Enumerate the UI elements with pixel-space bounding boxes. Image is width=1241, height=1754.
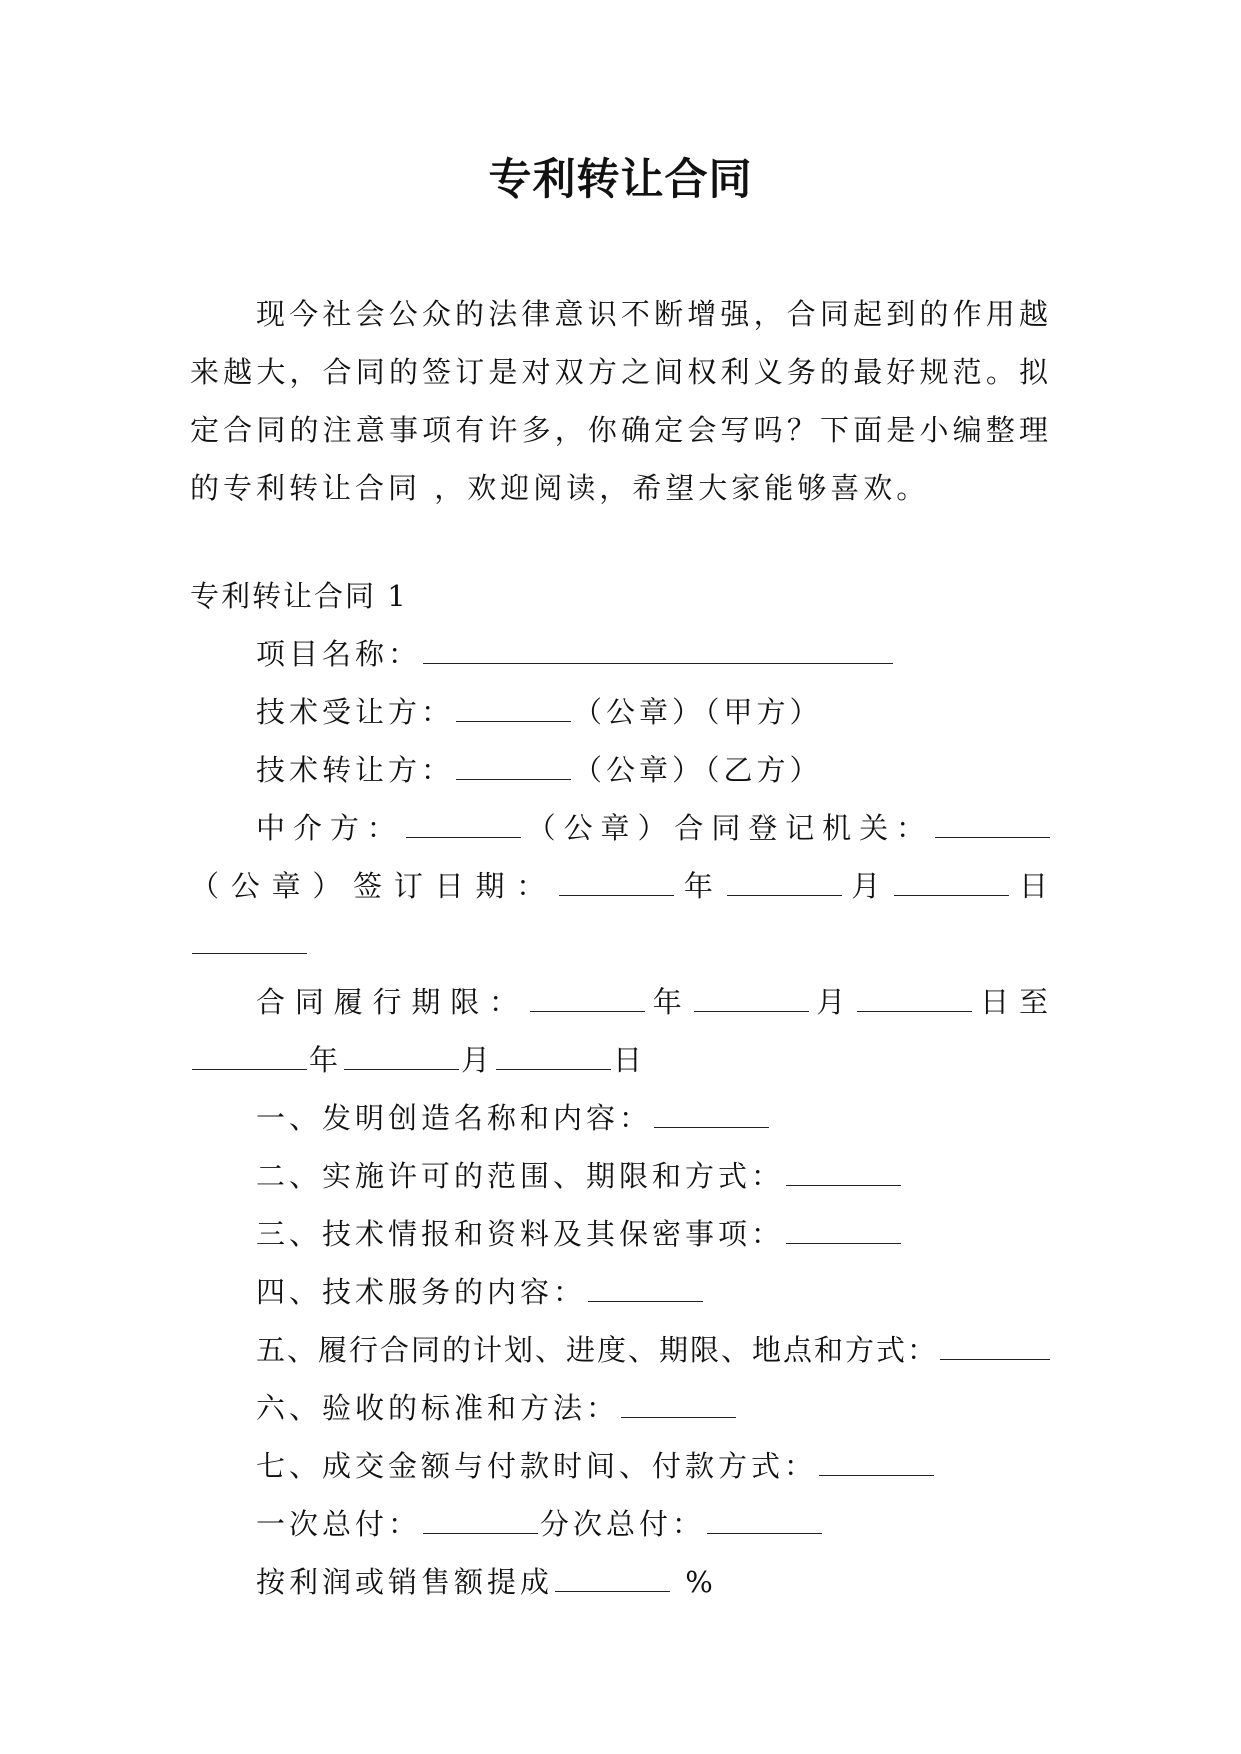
clause-2-label: 二、实施许可的范围、期限和方式： <box>256 1159 785 1193</box>
clause-6-blank <box>621 1389 736 1418</box>
document-body <box>190 285 1052 1611</box>
intermediary-paragraph <box>190 799 1052 973</box>
project-name-blank <box>423 635 893 664</box>
term-paragraph <box>190 973 1052 1089</box>
percent-sign: % <box>685 1565 717 1599</box>
transferee-suffix: （公章）（甲方） <box>573 695 823 729</box>
sign-year-blank <box>559 867 674 896</box>
clause-6-label: 六、验收的标准和方法： <box>256 1391 620 1425</box>
sign-day-blank <box>894 867 1009 896</box>
clause-5-label: 五、履行合同的计划、进度、期限、地点和方式： <box>256 1333 939 1367</box>
intro-paragraph: 现今社会公众的法律意识不断增强，合同起到的作用越来越大，合同的签订是对双方之间权利义务的最好规范。拟定合同的注意事项有许多，你确定会写吗？下面是小编整理的专利转让合同 ，欢迎阅读，希望大家能够喜欢。 <box>190 297 1052 505</box>
term-end-month-blank <box>344 1041 459 1070</box>
registrar-suffix: （公章）签订日期： <box>190 869 558 903</box>
clause-1-blank <box>654 1099 769 1128</box>
transferor-blank <box>456 751 571 780</box>
clause-4 <box>190 1263 1052 1321</box>
clause-1 <box>190 1089 1052 1147</box>
clause-4-label: 四、技术服务的内容： <box>256 1275 587 1309</box>
term-end-day-blank <box>496 1041 611 1070</box>
lump-sum-label: 一次总付： <box>256 1507 422 1541</box>
registrar-blank <box>935 809 1050 838</box>
sign-trailing-blank <box>192 925 307 954</box>
transferee-line <box>190 683 1052 741</box>
clause-7 <box>190 1437 1052 1495</box>
clause-2 <box>190 1147 1052 1205</box>
section-heading: 专利转让合同 1 <box>190 579 408 613</box>
intermediary-blank <box>406 809 521 838</box>
sign-year-label: 年 <box>676 869 725 903</box>
clause-3-label: 三、技术情报和资料及其保密事项： <box>256 1217 785 1251</box>
intermediary-suffix: （公章）合同登记机关： <box>522 811 933 845</box>
intermediary-label: 中介方： <box>256 811 404 845</box>
project-name-label: 项目名称： <box>256 637 422 671</box>
term-start-year-blank <box>530 983 645 1012</box>
term-day-to-label: 日至 <box>974 985 1052 1019</box>
royalty-line <box>190 1553 1052 1611</box>
term-start-year-label: 年 <box>646 985 692 1019</box>
clause-5 <box>190 1321 1052 1379</box>
royalty-blank <box>555 1563 670 1592</box>
term-label: 合同履行期限： <box>256 985 528 1019</box>
term-end-year-blank <box>192 1041 307 1070</box>
clause-3-blank <box>786 1215 901 1244</box>
sign-day-label: 日 <box>1011 869 1052 903</box>
sign-month-blank <box>727 867 842 896</box>
transferee-label: 技术受让方： <box>256 695 455 729</box>
payment-line <box>190 1495 1052 1553</box>
term-start-day-blank <box>857 983 972 1012</box>
document-title: 专利转让合同 <box>488 155 753 205</box>
sign-month-label: 月 <box>843 869 893 903</box>
transferor-label: 技术转让方： <box>256 753 455 787</box>
term-start-month-blank <box>694 983 809 1012</box>
clause-6 <box>190 1379 1052 1437</box>
term-end-month-label: 月 <box>461 1043 495 1077</box>
clause-4-blank <box>588 1273 703 1302</box>
transferee-blank <box>456 693 571 722</box>
clause-7-blank <box>819 1447 934 1476</box>
term-end-year-label: 年 <box>309 1043 343 1077</box>
transferor-line <box>190 741 1052 799</box>
clause-5-blank <box>940 1331 1050 1360</box>
term-start-month-label: 月 <box>810 985 856 1019</box>
royalty-label: 按利润或销售额提成 <box>256 1565 554 1599</box>
transferor-suffix: （公章）（乙方） <box>573 753 823 787</box>
clause-7-label: 七、成交金额与付款时间、付款方式： <box>256 1449 818 1483</box>
term-end-day-label: 日 <box>613 1043 647 1077</box>
project-name-line <box>190 625 1052 683</box>
clause-3 <box>190 1205 1052 1263</box>
clause-2-blank <box>786 1157 901 1186</box>
lump-sum-blank <box>423 1505 538 1534</box>
clause-1-label: 一、发明创造名称和内容： <box>256 1101 653 1135</box>
installment-blank <box>707 1505 822 1534</box>
installment-label: 分次总付： <box>540 1507 706 1541</box>
